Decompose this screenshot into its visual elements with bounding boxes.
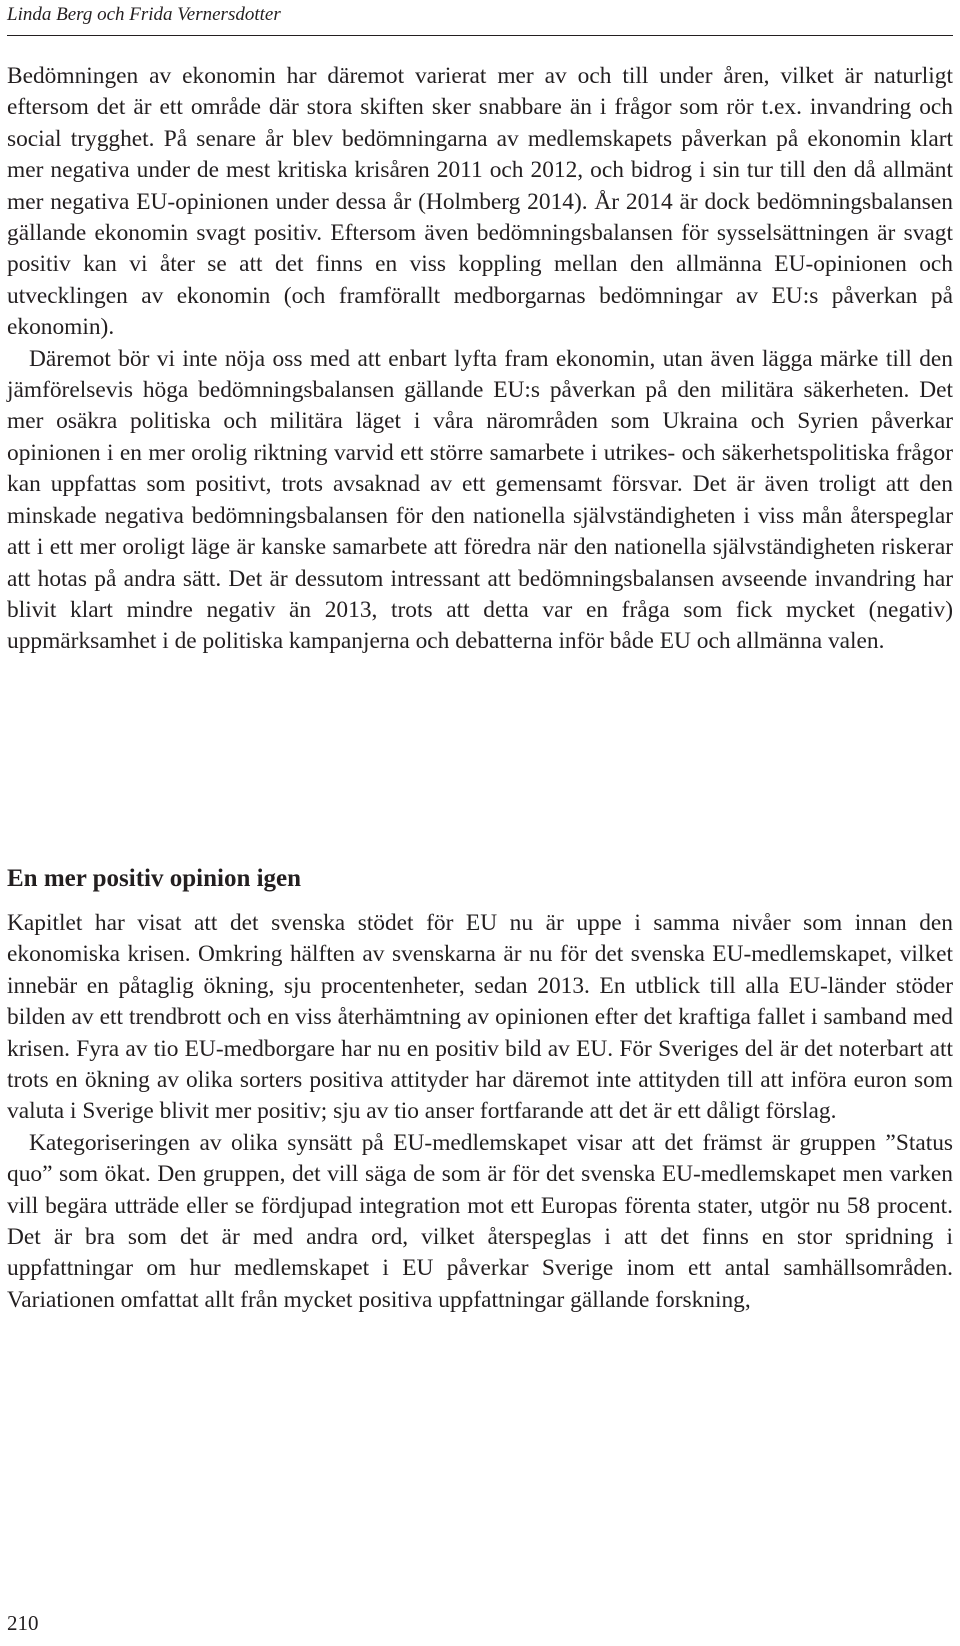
paragraph: Däremot bör vi inte nöja oss med att enbart lyfta fram ekonomin, utan även lägga märke till den jämförelsevis höga bedömningsbalansen gällande EU:s påverkan på den militära säkerheten. Det mer osäkra politiska och militära läget i våra närområden som Ukraina och Syrien påverkar opinionen i en mer orolig riktning varvid ett större samarbete i utrikes- och säkerhetspolitiska frågor kan uppfattas som positivt, trots avsaknad av ett gemensamt försvar. Det är även troligt att den minskade negativa bedömningsbalansen för den nationella självständigheten i viss mån återspeglar att i ett mer oroligt läge är kanske samarbete att föredra när den nationella självständigheten riskerar att hotas på andra sätt. Det är dessutom intressant att bedömningsbalansen avseende invandring har blivit klart mindre negativ än 2013, trots att detta var en fråga som fick mycket (negativ) uppmärksamhet i de politiska kampanjerna och debatterna inför både EU och allmänna valen.	[7, 345, 953, 655]
paragraph: Bedömningen av ekonomin har däremot varierat mer av och till under åren, vilket är naturligt eftersom det är ett område där stora skiften sker snabbare än i frågor som rör t.ex. invandring och social trygghet. På senare år blev bedömningarna av medlemskapets påverkan på ekonomin klart mer negativa under de mest kritiska krisåren 2011 och 2012, och bidrog i sin tur till den då allmänt mer negativa EU-opinionen under dessa år (Holmberg 2014). År 2014 är dock bedömningsbalansen gällande ekonomin svagt positiv. Eftersom även bedömningsbalansen för sysselsättningen är svagt positiv kan vi åter se att det finns en viss koppling mellan den allmänna EU-opinionen och utvecklingen av ekonomin (och framförallt medborgarnas bedömningar av EU:s påverkan på ekonomin).	[7, 63, 953, 341]
body-text-section-1	[7, 61, 953, 658]
section-heading: En mer positiv opinion igen	[7, 865, 302, 892]
paragraph: Kategoriseringen av olika synsätt på EU-medlemskapet visar att det främst är gruppen ”Status quo” som ökat. Den gruppen, det vill säga de som är för det svenska EU-medlemskapet men varken vill begära utträde eller se fördjupad integration mot ett Europas förenta stater, utgör nu 58 procent. Det är bra som det är med andra ord, vilket återspeglas i att det finns en stor spridning i uppfattningar om hur medlemskapet i EU påverkar Sverige inom ett antal samhällsområden. Variationen omfattat allt från mycket positiva uppfattningar gällande forskning,	[7, 1129, 953, 1313]
paragraph: Kapitlet har visat att det svenska stödet för EU nu är uppe i samma nivåer som innan den ekonomiska krisen. Omkring hälften av svenskarna är nu för det svenska EU-medlemskapet, vilket innebär en påtaglig ökning, sju procentenheter, sedan 2013. En utblick till alla EU-länder stöder bilden av ett trendbrott och en viss återhämtning av opinionen efter det kraftiga fallet i samband med krisen. Fyra av tio EU-medborgare har nu en positiv bild av EU. För Sveriges del är det noterbart att trots en ökning av olika sorters positiva attityder har däremot inte attityden till att införa euron som valuta i Sverige blivit mer positiv; sju av tio anser fortfarande att det är ett dåligt förslag.	[7, 910, 953, 1125]
page-number: 210	[7, 1611, 39, 1635]
header-rule	[7, 35, 953, 36]
body-text-section-2	[7, 908, 953, 1316]
running-header: Linda Berg och Frida Vernersdotter	[7, 4, 281, 25]
